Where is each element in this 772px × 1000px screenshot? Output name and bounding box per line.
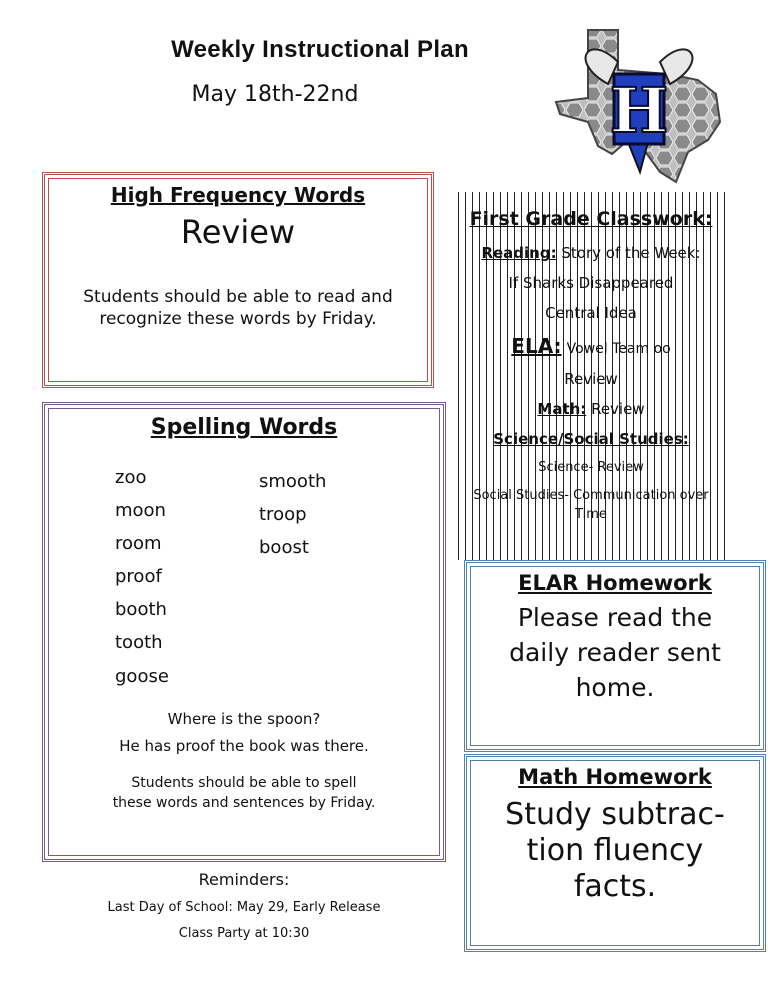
spelling-word: boost [259,537,309,558]
ela-text: Vowel Team oo [566,341,671,357]
spelling-sentence-1: Where is the spoon? [167,710,321,728]
spelling-word: troop [259,504,307,525]
math-homework-box [464,754,766,952]
spelling-word: goose [115,666,169,687]
classwork-math [452,400,730,418]
reminder-line-1: Last Day of School: May 29, Early Release [107,900,381,915]
spelling-word: proof [115,566,162,587]
math-homework-line1: Study subtrac- [505,797,725,832]
classwork-reading [452,244,730,262]
spelling-title: Spelling Words [150,415,338,440]
date-range: May 18th-22nd [191,82,359,107]
spelling-note-line2: these words and sentences by Friday. [112,795,376,811]
math-homework-title: Math Homework [518,765,712,789]
spelling-word: room [115,533,162,554]
elar-homework-box [464,560,766,752]
math-homework-line3: facts. [573,869,657,904]
high-frequency-box [42,172,434,388]
spelling-word: zoo [115,467,147,488]
classwork-story: If Sharks Disappeared [508,274,674,292]
ela-label: ELA: [511,334,562,358]
science-text: Science- Review [538,460,644,475]
classwork-ela [452,334,730,358]
hornet-texas-logo-icon [548,22,728,192]
spelling-note-line1: Students should be able to spell [131,775,357,791]
elar-homework-title: ELAR Homework [518,571,712,595]
reminder-line-2: Class Party at 10:30 [178,926,310,941]
classwork-focus: Central Idea [545,304,637,322]
spelling-word: tooth [115,632,163,653]
elar-homework-line1: Please read the [517,603,713,632]
high-frequency-note-line2: recognize these words by Friday. [99,309,377,329]
math-label: Math: [537,400,587,418]
classwork-panel [452,192,730,560]
classwork-title: First Grade Classwork: [469,208,713,230]
page-title: Weekly Instructional Plan [171,36,469,63]
elar-homework-line3: home. [575,673,655,702]
logo-letter: H [609,74,669,147]
science-label: Science/Social Studies: [493,430,689,448]
high-frequency-subtitle: Review [180,213,296,251]
reading-text: Story of the Week: [561,244,701,262]
spelling-word: booth [115,599,167,620]
math-homework-line2: tion fluency [526,833,704,868]
reminders-title: Reminders: [198,870,290,889]
spelling-sentence-2: He has proof the book was there. [119,737,369,755]
ela-text-2: Review [564,370,618,388]
high-frequency-note-line1: Students should be able to read and [83,287,393,307]
high-frequency-title: High Frequency Words [110,183,366,207]
reading-label: Reading: [481,244,557,262]
spelling-box [42,402,446,862]
elar-homework-line2: daily reader sent [509,638,721,667]
school-logo [548,22,728,192]
math-text: Review [591,400,645,418]
social-text-1: Social Studies- Communication over [473,488,709,503]
social-text-2: Time [575,507,607,522]
spelling-word: moon [115,500,166,521]
spelling-word: smooth [259,471,327,492]
